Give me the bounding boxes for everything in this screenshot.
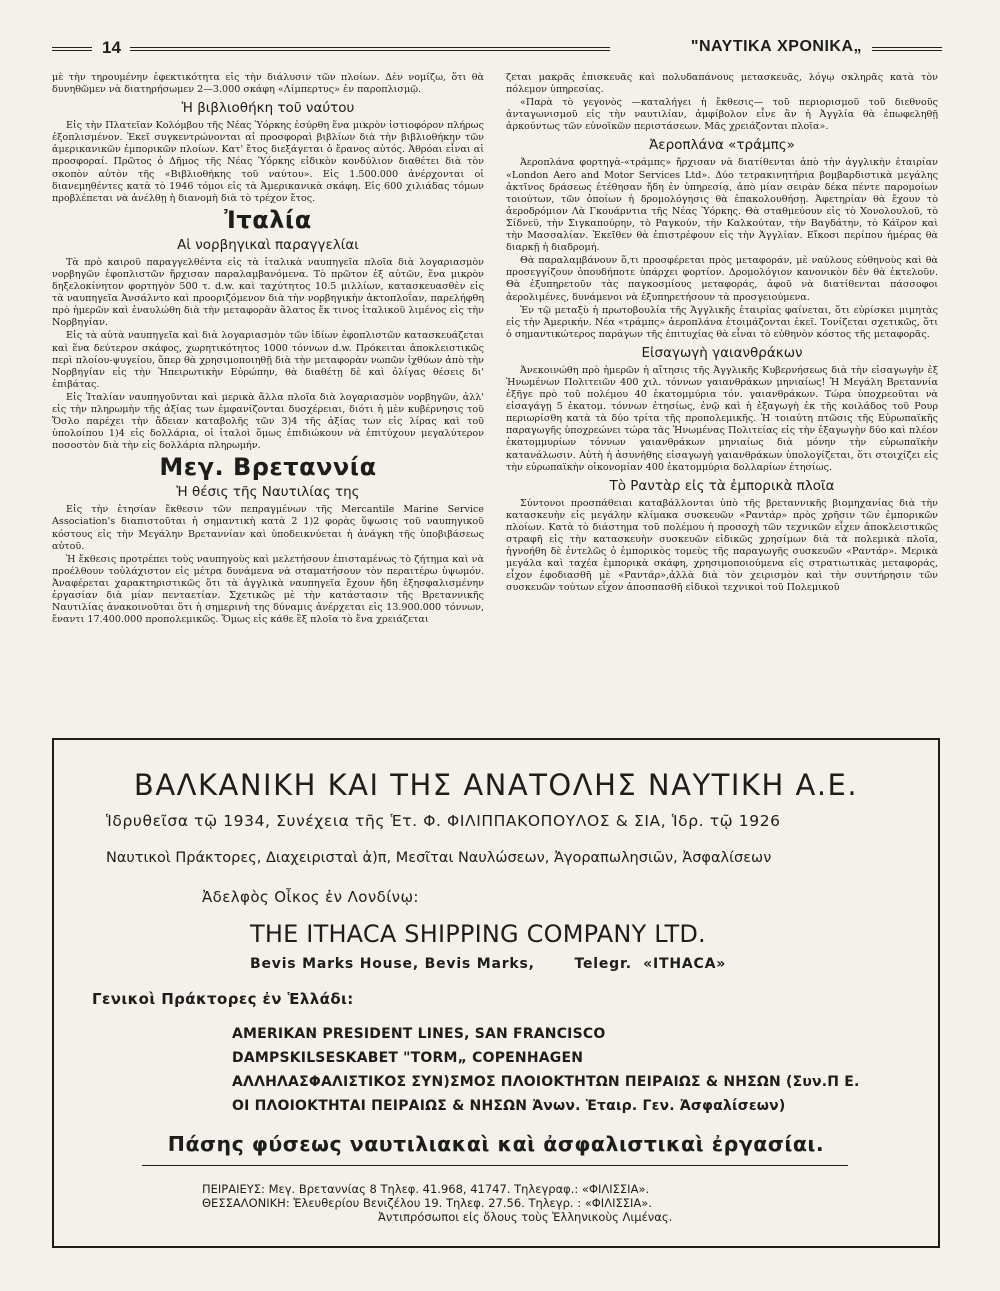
ad-contact-line: Ἀντιπρόσωποι εἰς ὅλους τοὺς Ἑλληνικοὺς Λιμένας. bbox=[378, 1210, 673, 1224]
ad-agents-list bbox=[232, 1022, 860, 1118]
ad-slogan-underline bbox=[142, 1165, 848, 1166]
right-column bbox=[506, 72, 938, 595]
report-quote-paragraph: «Παρὰ τὸ γεγονὸς —καταλήγει ἡ ἔκθεσις— τοῦ περιορισμοῦ τοῦ διεθνοῦς ἀνταγωνισμοῦ εἰς τὴν ναυτιλίαν, ἀμφίβολον εἶνε ἂν ἡ Ἀγγλία θὰ ἐπωφεληθῇ ἀρκούντως τῶν εὐνοϊκῶν περιστάσεων. Μᾶς χρειάζονται πλοῖα». bbox=[506, 97, 938, 133]
header-rule-middle bbox=[130, 47, 610, 51]
ad-agent-item: DAMPSKILSESKABET "TORM„ COPENHAGEN bbox=[232, 1050, 584, 1066]
ad-london-company: THE ITHACA SHIPPING COMPANY LTD. bbox=[250, 920, 706, 948]
ad-company-name: ΒΑΛΚΑΝΙΚΗ ΚΑΙ ΤΗΣ ΑΝΑΤΟΛΗΣ ΝΑΥΤΙΚΗ Α.Ε. bbox=[133, 768, 859, 802]
italy-paragraph-3: Εἰς Ἰταλίαν ναυπηγοῦνται καὶ μερικὰ ἄλλα πλοῖα διὰ λογαριασμὸν νορβηγῶν, ἀλλ' εἰς τὴν πληρωμὴν τῆς ἀξίας των ἐμφανίζονται δυσχέρειαι, διότι ἡ μὲν κυβέρνησις τοῦ Ὄσλο παρέχει τὴν ἄδειαν καταβολῆς τῶν 3)4 τῆς ἀξίας των εἰς λίρας καὶ τοῦ ὑπολοίπου 1)4 εἰς δολλάρια, οἱ ἰταλοὶ ὅμως ἐπιδιώκουν νὰ ἐπιτύχουν μεγαλύτερον ποσοστὸν διὰ τὴν εἰς δολλάρια πληρωμήν. bbox=[52, 391, 484, 452]
intro-paragraph: μὲ τὴν τηρουμένην ἐφεκτικότητα εἰς τὴν διάλυσιν τῶν πλοίων. Δὲν νομίζω, ὅτι θὰ δυνηθῶμεν νὰ διατηρήσωμεν 2—3.000 σκάφη «Λίμπερτυς» ἐν παροπλισμῷ. bbox=[52, 72, 484, 96]
ad-agent-item: ΟΙ ΠΛΟΙΟΚΤΗΤΑΙ ΠΕΙΡΑΙΩΣ & ΝΗΣΩΝ Ἀνων. Ἑταιρ. Γεν. Ἀσφαλίσεων) bbox=[232, 1098, 786, 1114]
italy-subheading: Αἱ νορβηγικαὶ παραγγελίαι bbox=[177, 236, 359, 253]
page-number: 14 bbox=[102, 38, 121, 57]
header-rule-right bbox=[872, 47, 942, 51]
italy-paragraph-2: Εἰς τὰ αὐτὰ ναυπηγεῖα καὶ διὰ λογαριασμὸν τῶν ἰδίων ἐφοπλιστῶν κατασκευάζεται καὶ ἕνα δεύτερον σκάφος, χωρητικότητος 1000 τόννων d.w. Πρόκειται ἀποκλειστικῶς περὶ πλοίου-ψυγείου, ὅπερ θὰ χρησιμοποιηθῇ διὰ τὴν μεταφορὰν νωπῶν ἰχθύων ἀπὸ τὴν Νορβηγίαν εἰς τὴν Ἠπειρωτικὴν Εὐρώπην, θὰ διαθέτῃ δὲ καὶ ὀλίγας θέσεις δι' ἐπιβάτας. bbox=[52, 330, 484, 390]
italy-heading: Ἰταλία bbox=[224, 205, 312, 234]
ad-contact-line: ΠΕΙΡΑΙΕΥΣ: Μεγ. Βρεταννίας 8 Τηλεφ. 41.968, 41747. Τηλεγραφ.: «ΦΙΛΙΣΣΙΑ». bbox=[202, 1182, 650, 1196]
radar-heading: Τὸ Ραντὰρ εἰς τὰ ἐμπορικὰ πλοῖα bbox=[609, 477, 835, 494]
ad-contact-line: ΘΕΣΣΑΛΟΝΙΚΗ: Ἐλευθερίου Βενιζέλου 19. Τηλεφ. 27.56. Τηλεγρ. : «ΦΙΛΙΣΣΙΑ». bbox=[202, 1196, 652, 1210]
britain-subheading: Ἡ θέσις τῆς Ναυτιλίας της bbox=[176, 484, 360, 501]
library-heading: Ἡ βιβλιοθήκη τοῦ ναύτου bbox=[181, 100, 355, 117]
ad-agent-item: ΑΛΛΗΛΑΣΦΑΛΙΣΤΙΚΟΣ ΣΥΝ)ΣΜΟΣ ΠΛΟΙΟΚΤΗΤΩΝ ΠΕΙΡΑΙΩΣ & ΝΗΣΩΝ (Συν.Π Ε. bbox=[232, 1074, 860, 1090]
header-rule-left bbox=[52, 47, 92, 51]
coal-paragraph: Ἀνεκοινώθη πρὸ ἡμερῶν ἡ αἴτησις τῆς Ἀγγλικῆς Κυβερνήσεως διὰ τὴν εἰσαγωγὴν ἐξ Ἡνωμένων Πολιτειῶν 400 χιλ. τόννων γαιανθράκων μηνιαίως! Ἡ Μεγάλη Βρεταννία ἐξῆγε πρὸ τοῦ πολέμου 40 ἑκατομμύρια τόν. γαιανθράκων. Τώρα ὑποχρεοῦται νὰ εἰσαγάγῃ 5 ἑκατομ. τόννων ἐτησίως, ἐνῷ καὶ ἡ ἐξαγωγὴ ἐκ τῆς κοιλάδος τοῦ Ρουρ περιωρίσθη κατὰ τὰ δύο τρίτα τῆς προπολεμικῆς. Ἡ τοιαύτη πτῶσις τῆς Εὐρωπαϊκῆς παραγωγῆς ὑποχρεώνει τώρα τὰς Ἡνωμένας Πολιτείας εἰς τὴν ἐξαγωγὴν δύο καὶ πλέον ἑκατομμυρίων τόννων γαιανθράκων μηνιαίως διὰ μόνην τὴν εὐρωπαϊκὴν κατανάλωσιν. Αὐτὴ ἡ ἀσυνήθης εἰσαγωγὴ γαιανθράκων ὑπολογίζεται, ὅτι στοιχίζει εἰς τὴν εὐρωπαϊκὴν οἰκονομίαν 400 ἑκατομμύρια δολλαρίων ἐτησίως. bbox=[506, 364, 938, 473]
left-column bbox=[52, 72, 484, 627]
britain-paragraph-1: Εἰς τὴν ἐτησίαν ἔκθεσιν τῶν πεπραγμένων τῆς Mercantile Marine Service Association's διαπιστοῦται ἡ σημαντικὴ κατὰ 2 1)2 φορὰς ὕψωσις τοῦ ναυπηγικοῦ κόστους εἰς τὴν Μεγάλην Βρεταννίαν καὶ ὑποδεικνύεται ἡ ἀνάγκη τῆς ὑποβιβάσεως αὐτοῦ. bbox=[52, 504, 484, 552]
continued-paragraph: ζεται μακρᾶς ἐπισκευᾶς καὶ πολυδαπάνους μετασκευᾶς, λόγῳ σκληρᾶς κατὰ τὸν πόλεμον ὑπηρεσίας. bbox=[506, 72, 938, 96]
britain-heading: Μεγ. Βρεταννία bbox=[159, 453, 377, 482]
planes-paragraph-3: Ἐν τῷ μεταξὺ ἡ πρωτοβουλία τῆς Ἀγγλικῆς ἑταιρίας φαίνεται, ὅτι εὑρίσκει μιμητὰς εἰς τὴν Ἀμερικήν. Νέα «τράμπς» ἀεροπλάνα ἑτοιμάζονται ἐκεῖ. Τονίζεται σχετικῶς, ὅτι ὁ σημαντικώτερος παράγων τῆς ἐπιτυχίας θὰ εἶναι τὸ εὐθηνὸν κόστος τῆς μεταφορᾶς. bbox=[506, 304, 938, 340]
planes-paragraph-2: Θὰ παραλαμβάνουν ὅ,τι προσφέρεται πρὸς μεταφοράν, μὲ ναύλους εὐθηνοὺς καὶ θὰ προσεγγίζουν ὁπουδήποτε ὑπάρχει φορτίον. Δρομολόγιον κανονικὸν δὲν θὰ ἐκτελοῦν. Θὰ ἐξυπηρετοῦν τὰς παγκοσμίους μεταφοράς, ἀφοῦ νὰ διατίθενται πάσσοφοι ἀερολιμένες, δυνάμενοι νὰ ἐξυπηρετήσουν τὰ προσγειούμενα. bbox=[506, 255, 938, 303]
ad-contacts bbox=[202, 1182, 672, 1224]
ad-london-house: Ἀδελφὸς Οἶκος ἐν Λονδίνῳ: bbox=[202, 888, 419, 906]
planes-heading: Ἀεροπλάνα «τράμπς» bbox=[649, 137, 795, 154]
planes-paragraph-1: Ἀεροπλάνα φορτηγὰ-«τράμπς» ἤρχισαν νὰ διατίθενται ἀπὸ τὴν ἀγγλικὴν ἑταιρίαν «London Aero and Motor Services Ltd». Δύο τετρακινητήρια βομβαρδιστικὰ μεγάλης ἀκτῖνος δράσεως ἐτέθησαν ἤδη ἐν ὑπηρεσίᾳ, ἀπὸ μίαν σειρὰν δέκα πέντε παρομοίων τοιούτων, τῶν ὁποίων ἡ δρομολόγησις θὰ ἐπακολουθήσῃ. Ἀφετηρίαν θὰ ἔχουν τὸ ἀεροδρόμιον Λὰ Γκουάρντια τῆς Νέας Ὑόρκης. Θὰ σταθμεύουν εἰς τὸ Χονολουλοῦ, τὸ Σίδνεϋ, τὴν Σιγκαπούρην, τὸ Ραγκούν, τὴν Καλκούταν, τὴν Βαγδάτην, τὸ Κάϊρον καὶ τὴν Μασσαλίαν. Ἐκεῖθεν θὰ ἐπιστρέφουν εἰς τὴν Ἀγγλίαν. Εἴκοσι περίπου ἡμέρας θὰ διαρκῇ ἡ διαδρομή. bbox=[506, 157, 938, 254]
ad-founded-line: Ἱδρυθεῖσα τῷ 1934, Συνέχεια τῆς Ἑτ. Φ. ΦΙΛΙΠΠΑΚΟΠΟΥΛΟΣ & ΣΙΑ, Ἱδρ. τῷ 1926 bbox=[106, 812, 781, 830]
ad-services: Ναυτικοὶ Πράκτορες, Διαχειρισταὶ ἀ)π, Μεσῖται Ναυλώσεων, Ἀγοραπωλησιῶν, Ἀσφαλίσεων bbox=[106, 850, 772, 866]
ad-agent-item: AMERIKAN PRESIDENT LINES, SAN FRANCISCO bbox=[232, 1026, 606, 1042]
italy-paragraph-1: Τὰ πρὸ καιροῦ παραγγελθέντα εἰς τὰ ἰταλικὰ ναυπηγεῖα πλοῖα διὰ λογαριασμὸν νορβηγῶν ἐφοπλιστῶν ἤρχισαν παραλαμβανόμενα. Τὸ πρῶτον ἐξ αὐτῶν, ἕνα μικρὸν δηξελοκίνητον φορτηγὸν 500 τ. d.w. καὶ ταχύτητος 10.5 μιλλίων, κατασκευασθὲν εἰς τὰ ναυπηγεῖα Ἀνσάλντο καὶ προοριζόμενον διὰ τὴν νορβηγικὴν ἀκτοπλοΐαν, παρελήφθη πρὸ ἡμερῶν καὶ ἐναυλώθη διὰ τὴν μεταφορὰν ἅλατος ἔκ τινος ἰταλικοῦ λιμένος εἰς τὴν Νορβηγίαν. bbox=[52, 256, 484, 329]
ad-london-address: Bevis Marks House, Bevis Marks, Telegr. «ITHACA» bbox=[250, 956, 727, 972]
ad-slogan: Πάσης φύσεως ναυτιλιακαὶ καὶ ἀσφαλιστικαὶ ἐργασίαι. bbox=[167, 1132, 825, 1156]
page-header bbox=[52, 38, 942, 62]
radar-paragraph: Σύντονοι προσπάθειαι καταβάλλονται ὑπὸ τῆς βρεταννικῆς βιομηχανίας διὰ τὴν κατασκευὴν εἰς μεγάλην κλίμακα συσκευῶν «Ραντάρ» πρὸς χρῆσιν τῶν ἐμπορικῶν πλοίων. Κατὰ τὸ διάστημα τοῦ πολέμου ἡ προσοχὴ τῶν τεχνικῶν εἶχεν ἀποκλειστικῶς στραφῆ εἰς τὴν κατασκευὴν συσκευῶν εἰδικῶς χρησίμων διὰ τὰ πολεμικὰ πλοῖα, ἠγνοήθη δὲ ἐντελῶς ὁ ἐμπορικὸς τομεὺς τῆς παραγωγῆς συσκευῶν «Ραντάρ». Μερικὰ μεγάλα καὶ ταχέα ἐμπορικὰ σκάφη, χρησιμοποιούμενα εἰς στρατιωτικὰς μεταφοράς, εἶχον ἐφοδιασθῆ μὲ «Ραντάρ»,ἀλλὰ διὰ τὸν χειρισμὸν καὶ τὴν συντήρησιν τῶν συσκευῶν τούτων εἶχον ἀποσπασθῆ εἰδικοὶ τεχνικοὶ τοῦ Πολεμικοῦ bbox=[506, 497, 938, 594]
library-paragraph: Εἰς τὴν Πλατεῖαν Κολόμβου τῆς Νέας Ὑόρκης ἐσύρθη ἕνα μικρὸν ἱστιοφόρον πλήρως ἐξοπλισμένον. Ἐκεῖ συγκεντρώνονται αἱ προσφοραὶ βιβλίων διὰ τὴν βιβλιοθήκην τῶν ἀμερικανικῶν ἐμπορικῶν πλοίων. Κατ' ἔτος διεξάγεται ὁ ἔρανος αὐτός. Ἀθρόαι εἶναι αἱ προσφοραί. Πρῶτος ὁ Δῆμος τῆς Νέας Ὑόρκης εἰδικὸν κονδύλιον διαθέτει διὰ τὸν σκοπὸν αὐτὸν τῆς «Βιβλιοθήκης τοῦ ναύτου». Εἰς 1.500.000 ἀνέρχονται οἱ διανεμηθέντες κατὰ τὸ 1946 τόμοι εἰς τὰ Ἀμερικανικὰ σκάφη. Εἰς 600 χιλιάδας τόμων προβλέπεται νὰ ἀνέλθῃ ἡ διανομὴ διὰ τὸ τρέχον ἔτος. bbox=[52, 120, 484, 204]
publication-title: "ΝΑΥΤΙΚΑ ΧΡΟΝΙΚΑ„ bbox=[690, 38, 862, 55]
company-advertisement bbox=[52, 738, 940, 1248]
coal-heading: Εἰσαγωγὴ γαιανθράκων bbox=[641, 344, 803, 361]
britain-paragraph-2: Ἡ ἔκθεσις προτρέπει τοὺς ναυπηγοὺς καὶ μελετήσουν ἐπισταμένως τὸ ζήτημα καὶ νὰ προέλθουν τοὐλάχιστον εἰς μέτρα δυνάμενα νὰ σταματήσουν τὸν περαιτέρω ὑψωμόν. Ἀναφέρεται χαρακτηριστικῶς ὅτι τὰ ἀγγλικὰ ναυπηγεῖα ἔχουν ἤδη ἐξησφαλισμένην ἐργασίαν διὰ μίαν πενταετίαν. Σχετικῶς μὲ τὴν κατάστασιν τῆς Βρεταννικῆς Ναυτιλίας ἀνακοινοῦται ὅτι ἡ σημερινὴ της δύναμις ἀνέρχεται εἰς 13.900.000 τόννων, ἔναντι 17.400.000 προπολεμικῶς. Ὅμως εἰς κάθε ἓξ πλοῖα τὸ ἕνα χρειάζεται bbox=[52, 553, 484, 626]
ad-agents-heading: Γενικοὶ Πράκτορες ἐν Ἑλλάδι: bbox=[92, 990, 354, 1008]
